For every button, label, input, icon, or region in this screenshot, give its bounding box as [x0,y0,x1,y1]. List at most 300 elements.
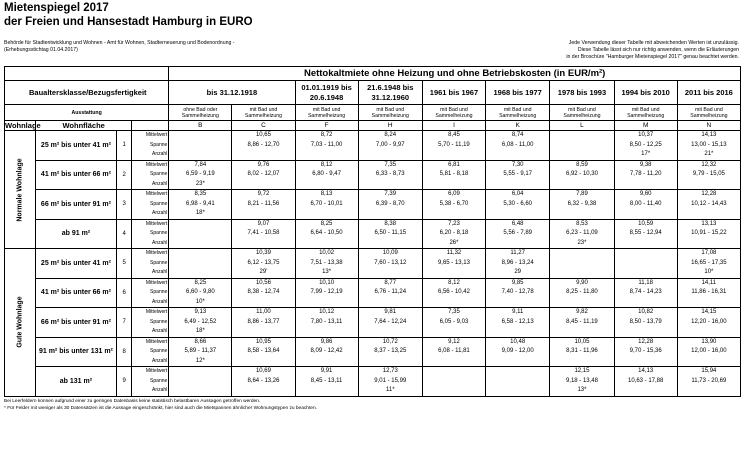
mittelwert-value: 8,45 [448,132,460,138]
value-cell [232,367,295,397]
mittelwert-value: 8,13 [320,191,333,197]
value-cell [422,249,485,279]
mittelwert-value: 10,39 [255,250,271,256]
spanne-value: 8,64 - 13,26 [247,377,280,384]
spanne-value: 12,20 - 16,00 [691,318,727,325]
value-cell [486,219,550,249]
value-cell [358,249,422,279]
mittelwert-value: 10,05 [574,338,590,345]
mittelwert-value: 12,28 [638,338,654,345]
table-row [5,337,741,367]
spanne-value [169,259,231,269]
mittelwert-value [615,249,677,259]
spanne-value: 8,96 - 13,24 [501,259,534,266]
mittelwert-value: 9,11 [512,309,524,315]
stat-labels [132,131,169,161]
anzahl-value [615,239,677,249]
value-cell [295,337,358,367]
wohnflaeche-cell: 66 m² bis unter 91 m² [35,190,116,220]
era-header: 1961 bis 1967 [422,81,485,105]
anzahl-value [486,180,549,190]
spanne-value: 8,31 - 11,96 [566,348,598,354]
value-cell [295,278,358,308]
stat-label: Mittelwert [145,338,168,345]
stat-label: Spanne [150,348,168,354]
value-cell [169,308,232,338]
mittelwert-value: 10,56 [255,279,271,286]
value-cell [295,219,358,249]
era-label: 21.6.1948 bis 31.12.1960 [367,82,414,102]
stat-label: Mittelwert [145,309,168,315]
usage-note [379,40,739,61]
era-header: 2011 bis 2016 [677,81,740,105]
value-cell [486,278,550,308]
anzahl-value [423,327,485,337]
wohnflaeche-cell: 91 m² bis unter 131 m² [35,337,116,367]
row-index: 3 [116,190,131,220]
column-letter: F [295,121,358,131]
mittelwert-value: 10,69 [255,368,271,374]
value-cell [358,308,422,338]
era-header: 1968 bis 1977 [486,81,550,105]
column-letter: C [232,121,295,131]
mittelwert-value: 12,28 [701,191,717,197]
value-cell [422,160,485,190]
publisher-note [4,40,334,54]
mittelwert-value [169,131,231,141]
wohnflaeche-cell: 25 m² bis unter 41 m² [35,131,116,161]
ausstattung-cell: mit Bad und Sammelheizung [358,105,422,121]
footnote-asterisk: * Für Felder mit weniger als 30 Datensätzen ist die Aussage eingeschränkt, hier sind auch die Mietspannen ähnlicher Wohnungstypen zu beachten. [4,405,317,411]
stat-label: Anzahl [152,269,168,275]
mittelwert-value: 6,04 [511,191,524,197]
anzahl-value [359,298,422,308]
anzahl-value [615,298,677,308]
wohnlage-name: Gute Wohnlage [16,296,24,348]
anzahl-value [359,209,422,219]
mittelwert-value: 12,73 [382,368,398,374]
anzahl-value: 17* [641,151,651,157]
mittelwert-value: 8,38 [384,220,397,227]
anzahl-value: 13* [577,387,587,393]
spanne-value: 8,58 - 13,64 [247,348,280,354]
column-letter: N [677,121,740,131]
spanne-value: 6,23 - 11,09 [566,230,598,236]
value-cell [677,367,740,397]
row-index: 5 [116,249,131,279]
stat-label: Anzahl [152,387,168,393]
spanne-value: 13,00 - 15,13 [691,141,727,148]
spanne-value: 8,50 - 13,79 [629,318,662,325]
value-cell [295,249,358,279]
stat-label: Mittelwert [145,161,168,168]
spanne-value: 8,25 - 11,80 [566,289,598,295]
value-cell [358,219,422,249]
header-blank [5,67,169,81]
anzahl-value: 11* [385,387,395,393]
anzahl-value [486,327,549,337]
value-cell [677,190,740,220]
stat-labels [132,278,169,308]
spanne-value: 8,45 - 11,19 [566,318,598,325]
table-row [5,219,741,249]
value-cell [232,337,295,367]
mittelwert-value [169,249,231,259]
spanne-value: 8,02 - 12,07 [247,171,280,177]
ausstattung-cell: mit Bad und Sammelheizung [422,105,485,121]
anzahl-value [296,239,358,249]
mittelwert-value: 12,32 [701,161,717,168]
ausstattung-cell: ohne Bad oder Sammelheizung [169,105,232,121]
table-row [5,190,741,220]
mittelwert-value: 7,35 [448,309,460,315]
anzahl-value [550,180,613,190]
mittelwert-value: 14,13 [701,132,717,138]
spanne-value [550,141,613,151]
spanne-value: 7,60 - 13,12 [374,259,407,266]
value-cell [486,337,550,367]
stat-label: Anzahl [152,151,168,157]
wohnflaeche-cell: ab 131 m² [35,367,116,397]
stat-label: Spanne [150,230,168,236]
value-cell [169,249,232,279]
spanne-value: 5,56 - 7,89 [503,230,533,236]
stat-label: Anzahl [152,210,168,216]
wohnlage-group-label [5,249,36,397]
wohnlage-header: Wohnlage [5,121,41,130]
spanne-value [169,377,231,387]
mittelwert-value: 10,37 [638,132,654,138]
row-index: 9 [116,367,131,397]
mittelwert-value: 9,72 [257,191,270,197]
spanne-value: 6,39 - 8,70 [375,200,405,207]
table-row [5,249,741,279]
anzahl-value [615,357,677,367]
ausstattung-cell: mit Bad und Sammelheizung [550,105,614,121]
footnote-empty-cells: Bei Leerfeldern konnen aufgrund einer zu geringen Datenbasis keine statistisch belastbaren Aussagen getroffen werden. [4,398,261,404]
anzahl-value [615,209,677,219]
mittelwert-value [550,131,613,141]
anzahl-value [359,357,422,367]
anzahl-value: 23* [577,239,587,246]
value-cell [550,219,614,249]
mittelwert-value: 6,81 [448,161,460,168]
mittelwert-value: 8,74 [511,132,524,138]
value-cell [295,160,358,190]
spanne-value [169,141,231,151]
mittelwert-value: 17,08 [701,250,717,256]
mittelwert-value: 8,35 [194,191,207,197]
row-index: 6 [116,278,131,308]
anzahl-value [486,357,549,367]
spanne-value: 5,70 - 11,19 [438,141,470,148]
value-cell [358,131,422,161]
value-cell [550,308,614,338]
wohnflaeche-cell: ab 91 m² [35,219,116,249]
anzahl-value [232,209,294,219]
mittelwert-value [169,220,231,230]
spanne-value: 9,70 - 15,36 [629,348,662,354]
value-cell [232,249,295,279]
value-cell [486,131,550,161]
row-index: 1 [116,131,131,161]
stat-label: Spanne [150,200,168,207]
spanne-value: 9,09 - 12,00 [501,348,534,354]
stat-label: Anzahl [152,328,168,334]
mittelwert-value: 8,12 [448,279,460,286]
value-cell [486,249,550,279]
spanne-value: 12,00 - 16,00 [691,348,727,354]
anzahl-value [169,268,231,278]
wohnlage-name: Normale Wohnlage [16,157,24,222]
value-cell [486,160,550,190]
anzahl-value [169,239,231,249]
footnotes [4,398,740,412]
value-cell [169,160,232,190]
anzahl-value [296,357,358,367]
spanne-value: 8,50 - 12,25 [629,141,662,148]
anzahl-value [296,386,358,396]
value-cell [614,308,677,338]
wohnflaeche-cell: 41 m² bis unter 66 m² [35,160,116,190]
mittelwert-value [423,367,485,377]
spanne-value: 8,09 - 12,42 [310,348,343,354]
stat-labels [132,190,169,220]
spanne-value: 6,08 - 11,00 [501,141,534,148]
stat-labels [132,308,169,338]
spanne-value: 6,76 - 11,24 [374,289,407,295]
spanne-value: 7,40 - 12,78 [501,289,534,295]
mittelwert-value: 12,15 [574,368,590,374]
spanne-value [486,377,549,387]
mittelwert-value: 10,48 [510,338,526,345]
value-cell [550,278,614,308]
value-cell [232,219,295,249]
spanne-value: 8,45 - 13,11 [310,377,343,384]
stat-label: Anzahl [152,298,168,305]
mittelwert-value [550,249,613,259]
mittelwert-value: 7,23 [448,220,460,227]
spanne-value: 11,86 - 16,31 [691,289,727,295]
stat-label: Spanne [150,259,168,266]
page-title [4,1,253,29]
spanne-value: 5,38 - 6,70 [439,200,469,207]
spanne-value: 6,59 - 9,19 [186,171,215,177]
mittelwert-value: 11,27 [510,250,525,256]
usage-line-3: in der Broschüre "Hamburger Mietenspiegel 2017" genau beachtet werden. [566,54,739,60]
spanne-value: 5,30 - 6,60 [503,200,533,207]
anzahl-value [550,150,613,160]
stat-label: Mittelwert [145,132,168,138]
stat-labels [132,249,169,279]
mittelwert-value: 9,85 [511,279,524,286]
mittelwert-value: 11,18 [638,279,653,286]
anzahl-value [296,180,358,190]
anzahl-value [232,327,294,337]
spanne-value: 6,80 - 9,47 [312,171,341,177]
mittelwert-value [486,367,549,377]
value-cell [550,131,614,161]
spanne-value: 7,99 - 12,19 [310,289,343,295]
value-cell [422,308,485,338]
value-cell [358,190,422,220]
column-letter: L [550,121,614,131]
spanne-value [169,229,231,239]
anzahl-value [486,150,549,160]
anzahl-value [678,239,740,249]
mittelwert-value: 9,90 [576,279,588,286]
mittelwert-value: 10,59 [638,220,654,227]
value-cell [550,337,614,367]
mittelwert-value: 7,35 [384,161,397,168]
mittelwert-value: 7,89 [576,191,588,197]
ausstattung-cell: mit Bad und Sammelheizung [295,105,358,121]
spanne-value: 6,05 - 9,03 [439,318,469,325]
anzahl-value [550,357,613,367]
value-cell [677,219,740,249]
table-row [5,160,741,190]
spanne-value: 8,21 - 11,56 [247,200,280,207]
wohnflaeche-cell: 66 m² bis unter 91 m² [35,308,116,338]
mittelwert-value: 7,84 [194,161,207,168]
stat-label: Anzahl [152,180,168,187]
value-cell [550,367,614,397]
spanne-value: 7,51 - 13,38 [310,259,343,266]
mittelwert-value: 8,53 [576,220,588,227]
stat-labels [132,219,169,249]
publisher-line-1: Behörde für Stadtentwicklung und Wohnen - Amt für Wohnen, Stadterneuerung und Bodenordnung - [4,40,235,46]
value-cell [614,367,677,397]
spanne-value: 8,00 - 11,40 [629,200,662,207]
stat-label: Spanne [150,171,168,177]
mittelwert-value: 9,13 [194,309,207,315]
table-row [5,367,741,397]
mittelwert-value: 8,59 [576,161,588,168]
anzahl-value [232,239,294,249]
value-cell [422,367,485,397]
mittelwert-value: 8,12 [320,161,333,168]
spanne-value [423,377,485,387]
spanne-value: 6,98 - 9,41 [186,200,215,207]
anzahl-value: 18* [195,210,205,216]
anzahl-value [296,150,358,160]
value-cell [677,337,740,367]
value-cell [614,337,677,367]
anzahl-value [678,386,740,396]
value-cell [486,190,550,220]
stat-label: Mittelwert [145,191,168,197]
stat-label: Mittelwert [145,279,168,286]
spanne-value: 8,86 - 12,70 [247,141,280,148]
usage-line-2: Diese Tabelle lässt sich nur richtig anwenden, wenn die Erläuterungen [577,47,739,53]
mittelwert-value: 8,25 [194,279,207,286]
value-cell [169,367,232,397]
value-cell [232,160,295,190]
anzahl-value [615,180,677,190]
spanne-value: 10,12 - 14,43 [691,200,727,207]
table-row [5,131,741,161]
spanne-value: 6,56 - 10,42 [437,289,470,295]
mittelwert-value: 7,30 [511,161,524,168]
value-cell [169,337,232,367]
spanne-value: 6,20 - 8,18 [439,230,469,236]
spanne-value: 6,64 - 10,50 [310,230,343,236]
anzahl-value [359,268,422,278]
value-cell [169,219,232,249]
anzahl-value [359,239,422,249]
anzahl-value: 10* [704,269,714,275]
anzahl-value [678,298,740,308]
spanne-value: 6,60 - 9,80 [186,289,215,295]
title-line-2: der Freien und Hansestadt Hamburg in EURO [4,16,253,28]
spanne-value: 6,33 - 8,73 [375,171,405,177]
spanne-value: 9,18 - 13,48 [565,377,598,384]
spanne-value: 6,32 - 9,38 [567,200,597,207]
spanne-value: 10,63 - 17,88 [627,377,664,384]
publisher-line-2: (Erhebungsstichtag 01.04.2017) [4,47,78,53]
mittelwert-value [169,367,231,377]
spanne-value: 11,73 - 20,69 [691,377,727,384]
anzahl-value [359,180,422,190]
spanne-value: 6,70 - 10,01 [310,200,343,207]
anzahl-value [615,268,677,278]
spanne-value: 9,01 - 15,99 [374,377,407,384]
anzahl-value [359,150,422,160]
era-header: bis 31.12.1918 [169,81,295,105]
ausstattung-cell: mit Bad und Sammelheizung [677,105,740,121]
mittelwert-value: 9,60 [639,191,652,197]
ausstattung-cell: mit Bad und Sammelheizung [486,105,550,121]
anzahl-value: 29 [514,269,522,275]
anzahl-value [423,386,485,396]
anzahl-value [359,327,422,337]
row-index: 4 [116,219,131,249]
mittelwert-value: 11,32 [446,250,462,256]
mittelwert-value: 6,09 [448,191,460,197]
mittelwert-value: 10,09 [382,250,398,256]
anzahl-value [486,298,549,308]
value-cell [614,219,677,249]
era-header: 1994 bis 2010 [614,81,677,105]
era-header [295,81,358,105]
mittelwert-value: 10,02 [319,250,335,256]
column-letter: H [358,121,422,131]
mittelwert-value: 9,07 [257,220,270,227]
spanne-value: 10,91 - 15,22 [691,230,727,236]
anzahl-value [550,209,613,219]
spanne-value: 8,38 - 12,74 [247,289,280,295]
spanne-value: 8,37 - 13,25 [374,348,407,354]
spanne-value: 7,03 - 11,00 [310,141,343,148]
spanne-value: 7,41 - 10,58 [247,230,280,236]
value-cell [550,249,614,279]
era-header [358,81,422,105]
mittelwert-value: 7,39 [384,191,397,197]
anzahl-value [169,150,231,160]
anzahl-value [423,209,485,219]
value-cell [422,337,485,367]
value-cell [677,160,740,190]
value-cell [358,278,422,308]
stat-label: Spanne [150,318,168,325]
value-cell [614,249,677,279]
title-line-1: Mietenspiegel 2017 [4,2,109,14]
mittelwert-value: 10,10 [319,279,335,286]
mittelwert-value: 14,11 [701,279,717,286]
value-cell [486,308,550,338]
anzahl-value [678,209,740,219]
anzahl-value [550,327,613,337]
